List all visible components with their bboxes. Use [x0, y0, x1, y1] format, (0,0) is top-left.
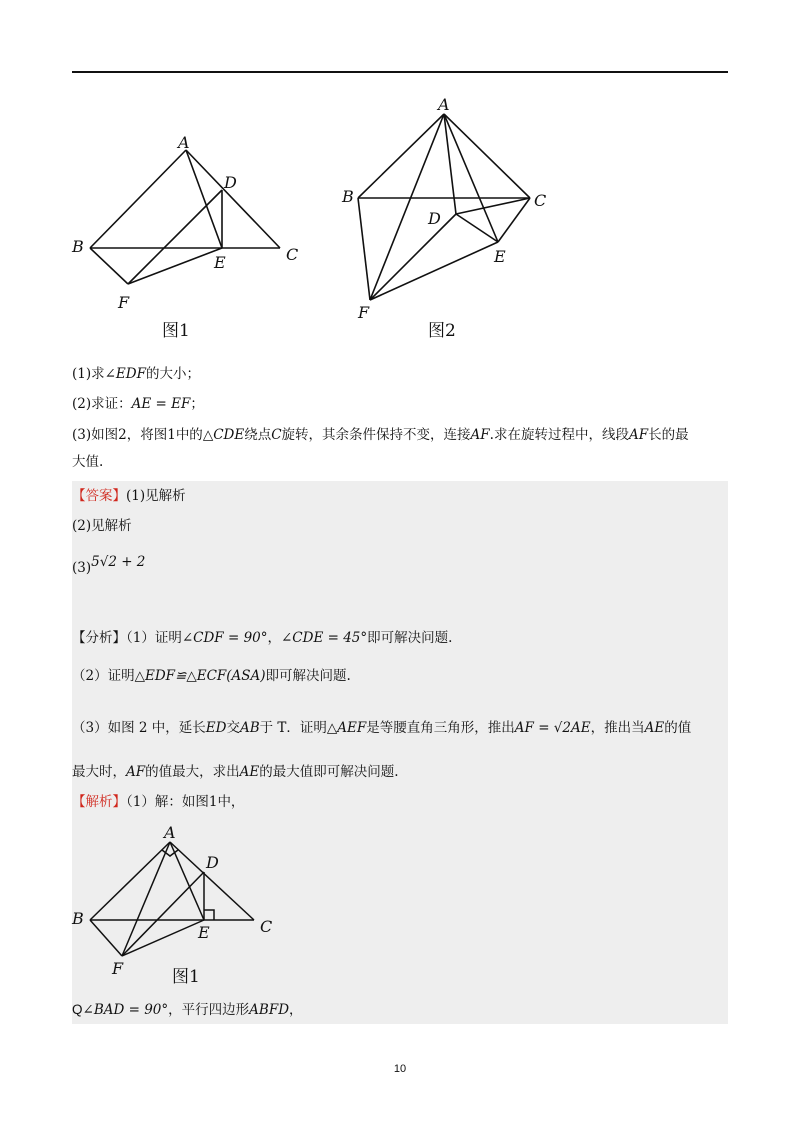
question-3: (3)如图2，将图1中的△CDE绕点C旋转，其余条件保持不变，连接AF.求在旋转过程中，线段AF长的最	[72, 427, 689, 443]
fig1-caption: 图1	[162, 321, 190, 341]
fig1-label-E: E	[214, 253, 226, 272]
fig2-label-A: A	[438, 95, 450, 114]
analysis-line-4: 最大时，AF的值最大，求出AE的最大值即可解决问题.	[72, 764, 399, 780]
fig2-label-E: E	[494, 247, 506, 266]
fig3-label-F: F	[112, 959, 124, 978]
analysis-line-3: （3）如图 2 中，延长ED交AB于 T．证明△AEF是等腰直角三角形，推出AF = √2AE，推出当AE的值	[72, 720, 692, 736]
fig1-label-D: D	[224, 173, 237, 192]
fig3-label-E: E	[198, 923, 210, 942]
solution-line-1: 【解析】（1）解：如图1中，	[72, 794, 245, 810]
fig1-label-C: C	[286, 245, 299, 264]
fig3-label-D: D	[206, 853, 219, 872]
analysis-tag: 【分析】	[72, 630, 126, 646]
fig2-label-C: C	[534, 191, 547, 210]
question-3-cont: 大值.	[72, 454, 104, 470]
fig2-caption: 图2	[428, 321, 456, 341]
figure-1	[66, 126, 316, 346]
fig3-label-C: C	[260, 917, 273, 936]
solution-line-2: Q∠BAD = 90°，平行四边形ABFD，	[72, 1002, 303, 1018]
answer-tag: 【答案】	[72, 488, 126, 504]
fig1-label-A: A	[178, 133, 190, 152]
fig3-label-A: A	[164, 823, 176, 842]
fig1-label-B: B	[72, 237, 84, 256]
fig1-label-F: F	[118, 293, 130, 312]
page-number: 10	[393, 1063, 407, 1075]
fig2-label-D: D	[428, 209, 441, 228]
fig2-label-F: F	[358, 303, 370, 322]
question-2: (2)求证：AE = EF；	[72, 396, 204, 412]
figure-2	[340, 94, 560, 344]
analysis-line-2: （2）证明△EDF≌△ECF(ASA)即可解决问题.	[72, 668, 351, 684]
answer-line-1: 【答案】(1)见解析	[72, 488, 186, 504]
solution-tag: 【解析】	[72, 794, 126, 810]
fig3-label-B: B	[72, 909, 84, 928]
question-1: (1)求∠EDF的大小；	[72, 366, 200, 382]
fig3-caption: 图1	[172, 967, 200, 987]
figure-3	[66, 816, 296, 996]
fig2-label-B: B	[342, 187, 354, 206]
analysis-line-1: 【分析】（1）证明∠CDF = 90°，∠CDE = 45°即可解决问题.	[72, 630, 453, 646]
answer-line-2: (2)见解析	[72, 518, 132, 534]
header-rule	[72, 71, 728, 73]
answer-line-3: (3)5√2 + 2	[72, 554, 146, 576]
